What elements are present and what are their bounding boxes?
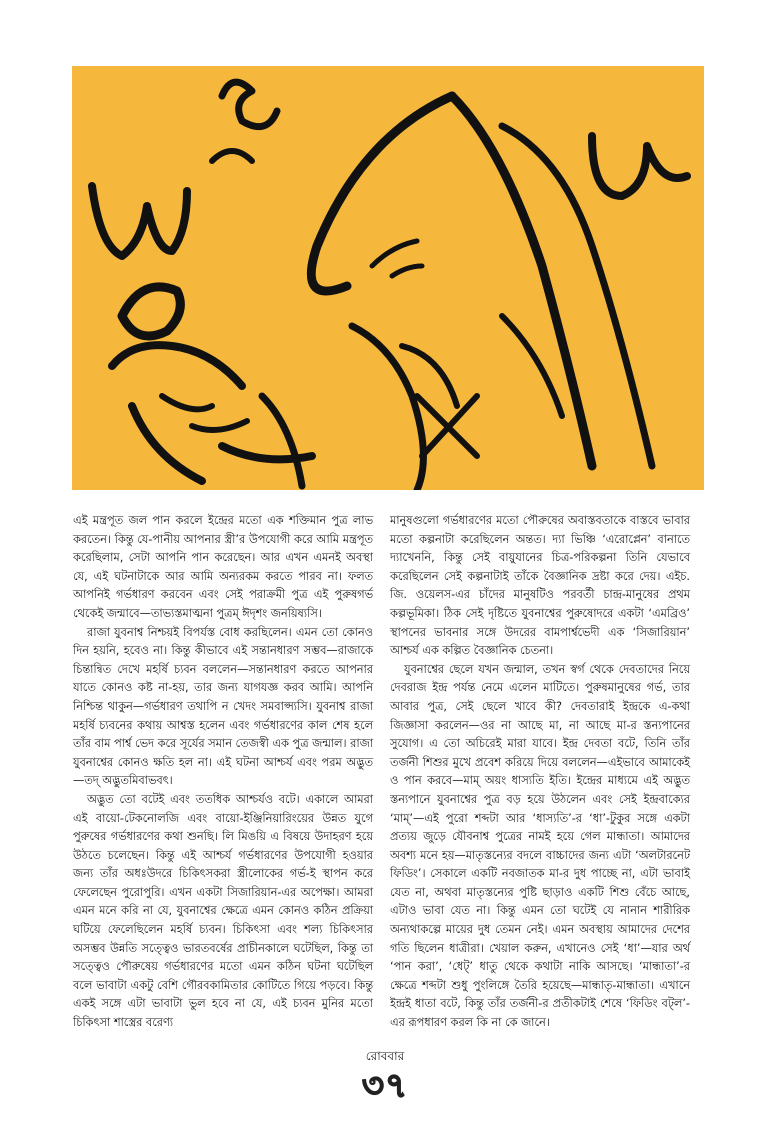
paragraph: রাজা যুবনাশ্ব নিশ্চয়ই বিপর্যস্ত বোধ করছিলেন। এমন তো কোনও দিন হয়নি, হবেও না। কিন্তু কীভাবে এই সন্তানধারণ সম্ভব—রাজাকে চিন্তান্বিত দেখে মহর্ষি চ্যবন বললেন—সন্তানধারণ করতে আপনার যাতে কোনও কষ্ট না-হয়, তার জন্য যাগযজ্ঞ করব আমি। আপনি নিশ্চিন্ত থাকুন—গর্ভধারণ তথাপি ন খেদং সমবাপ্স্যসি। যুবনাশ্ব রাজা মহর্ষি চ্যবনের কথায় আশ্বস্ত হলেন এবং গর্ভধারণের কাল শেষ হলে তাঁর বাম পার্শ্ব ভেদ করে সূর্যের সমান তেজস্বী এক পুত্র জন্মাল। রাজা যুবনাশ্বের কোনও ক্ষতি হল না। এই ঘটনা আশ্চর্য এবং পরম অদ্ভুত—তদ্ অদ্ভুতমিবাভবৎ। — [73, 625, 373, 788]
magazine-name: রোববার — [365, 1049, 405, 1063]
illustration — [72, 66, 704, 490]
article-column-left — [73, 512, 373, 1033]
page-number: ৩৭ — [361, 1066, 409, 1106]
article-column-right — [390, 512, 690, 1033]
ink-drawing — [72, 66, 704, 490]
paragraph: এই মন্ত্রপূত জল পান করলে ইন্দ্রের মতো এক শক্তিমান পুত্র লাভ করতেন। কিন্তু যে-পানীয় আপনার স্ত্রী’র উপযোগী করে আমি মন্ত্রপূত করেছিলাম, সেটা আপনি পান করেছেন। আর এখন এমনই অবস্থা যে, এই ঘটনাটাকে আর আমি অন্যরকম করতে পারব না। ফলত আপনিই গর্ভধারণ করবেন এবং সেই পরাক্রমী পুত্র এই পুরুষগর্ভ থেকেই জন্মাবে—তাভ্যস্তমাত্মনা পুত্রম্ ঈদৃশং জনয়িষ্যসি। — [73, 514, 373, 620]
paragraph: অদ্ভুত তো বটেই এবং ততধিক আশ্চর্যও বটে। একালে আমরা এই বায়ো-টেকনোলজি এবং বায়ো-ইঞ্জিনিয়ারিংয়ের উন্নত যুগে পুরুষের গর্ভধারণের কথা শুনছি। লি মিঙয়ি এ বিষয়ে উদাহরণ হয়ে উঠতে চলেছেন। কিন্তু এই আশ্চর্য গর্ভধারণের উপযোগী হওয়ার জন্য তাঁর অধঃউদরে চিকিৎসকরা স্ত্রীলোকের গর্ভ-ই স্থাপন করে ফেলেছেন পুরোপুরি। এখন একটা সিজারিয়ান-এর অপেক্ষা। আমরা এমন মনে করি না যে, যুবনাশ্বের ক্ষেত্রে এমন কোনও কঠিন প্রক্রিয়া ঘটিয়ে ফেলেছিলেন মহর্ষি চ্যবন। চিকিৎসা এবং শল্য চিকিৎসার অসম্ভব উন্নতি সত্ত্বেও ভারতবর্ষের প্রাচীনকালে ঘটেছিল, কিন্তু তা সত্ত্বেও পৌরুষেয় গর্ভধারণের মতো এমন কঠিন ঘটনা ঘটেছিল বলে ভাবাটা একটু বেশি গৌরবকামিতার কোটিতে গিয়ে পড়বে। কিন্তু একই সঙ্গে এটা ভাবাটা ভুল হবে না যে, এই চ্যবন মুনির মতো চিকিৎসা শাস্ত্রের বরেণ্য — [73, 792, 373, 1030]
paragraph: মানুষগুলো গর্ভধারণের মতো পৌরুষের অবাস্তবতাকে বাস্তবে ভাবার মতো কল্পনাটা করেছিলেন অন্তত। দ্যা ভিঞ্চি ‘এরোপ্লেন’ বানাতে দ্যাখেননি, কিন্তু সেই বায়ুযানের চিত্র-পরিকল্পনা তিনি যেভাবে করেছিলেন সেই কল্পনাটাই তাঁকে বৈজ্ঞানিক দ্রষ্টা করে দেয়। এইচ. জি. ওয়েলস-এর চাঁদের মানুষটিও পরবর্তী চান্দ্র-মানুষের প্রথম কল্পভূমিকা। ঠিক সেই দৃষ্টিতে যুবনাশ্বের পুরুষোদরে একটা ‘এমব্রিও’ স্থাপনের ভাবনার সঙ্গে উদরের বামপার্শ্বভেদী এক ‘সিজারিয়ান’ আশ্চর্য এক কল্পিত বৈজ্ঞানিক চেতনা। — [390, 514, 690, 658]
paragraph: যুবনাশ্বের ছেলে যখন জন্মাল, তখন স্বর্গ থেকে দেবতাদের নিয়ে দেবরাজ ইন্দ্র পর্যন্ত নেমে এলেন মাটিতে। পুরুষমানুষের গর্ভ, তার আবার পুত্র, সেই ছেলে খাবে কী? দেবতারাই ইন্দ্রকে এ-কথা জিজ্ঞাসা করলেন—ওর না আছে মা, না আছে মা-র স্তন্যপানের সুযোগ। এ তো অচিরেই মারা যাবে। ইন্দ্র দেবতা বটে, তিনি তাঁর তর্জনী শিশুর মুখে প্রবেশ করিয়ে দিয়ে বললেন—এইভাবে আমাকেই ও পান করবে—মাম্ অয়ং ধাস্যতি ইতি। ইন্দ্রের মাধ্যমে এই অদ্ভুত স্তন্যপানে যুবনাশ্বের পুত্র বড় হয়ে উঠলেন এবং সেই ইন্দ্রবাক্যের ‘মাম্’—এই পুরো শব্দটা আর ‘ধাস্যতি’-র ‘ধা’-টুকুর সঙ্গে একটা প্রত্যয় জুড়ে যৌবনাশ্ব পুত্রের নামই হয়ে গেল মান্ধাতা। আমাদের অবশ্য মনে হয়—মাতৃস্তন্যের বদলে বাচ্চাদের জন্য এটা ‘অলটারনেট ফিডিং’। সেকালে একটি নবজাতক মা-র দুধ পাচ্ছে না, এটা ভাবাই যেত না, অথবা মাতৃস্তন্যের পুষ্টি ছাড়াও একটি শিশু বেঁচে আছে, এটাও ভাবা যেত না। কিন্তু এমন তো ঘটেই যে নানান শারীরিক অন্যথাকল্পে মায়ের দুধ তেমন নেই। এমন অবস্থায় আমাদের দেশের গতি ছিলেন ধাত্রীরা। খেয়াল করুন, এখানেও সেই ‘ধা’—যার অর্থ ‘পান করা’, ‘ধেট্’ ধাতু থেকে কথাটা নাকি আসছে। ‘মান্ধাতা’-র ক্ষেত্রে শব্দটা শুধু পুংলিঙ্গে তৈরি হয়েছে—মান্ধাতৃ-মান্ধাতা। এখানে ইন্দ্রই ধাতা বটে, কিন্তু তাঁর তর্জনী-র প্রতীকটাই শেষে ‘ফিডিং বট্‌ল’-এর রূপধারণ করল কি না কে জানে। — [390, 662, 690, 1030]
